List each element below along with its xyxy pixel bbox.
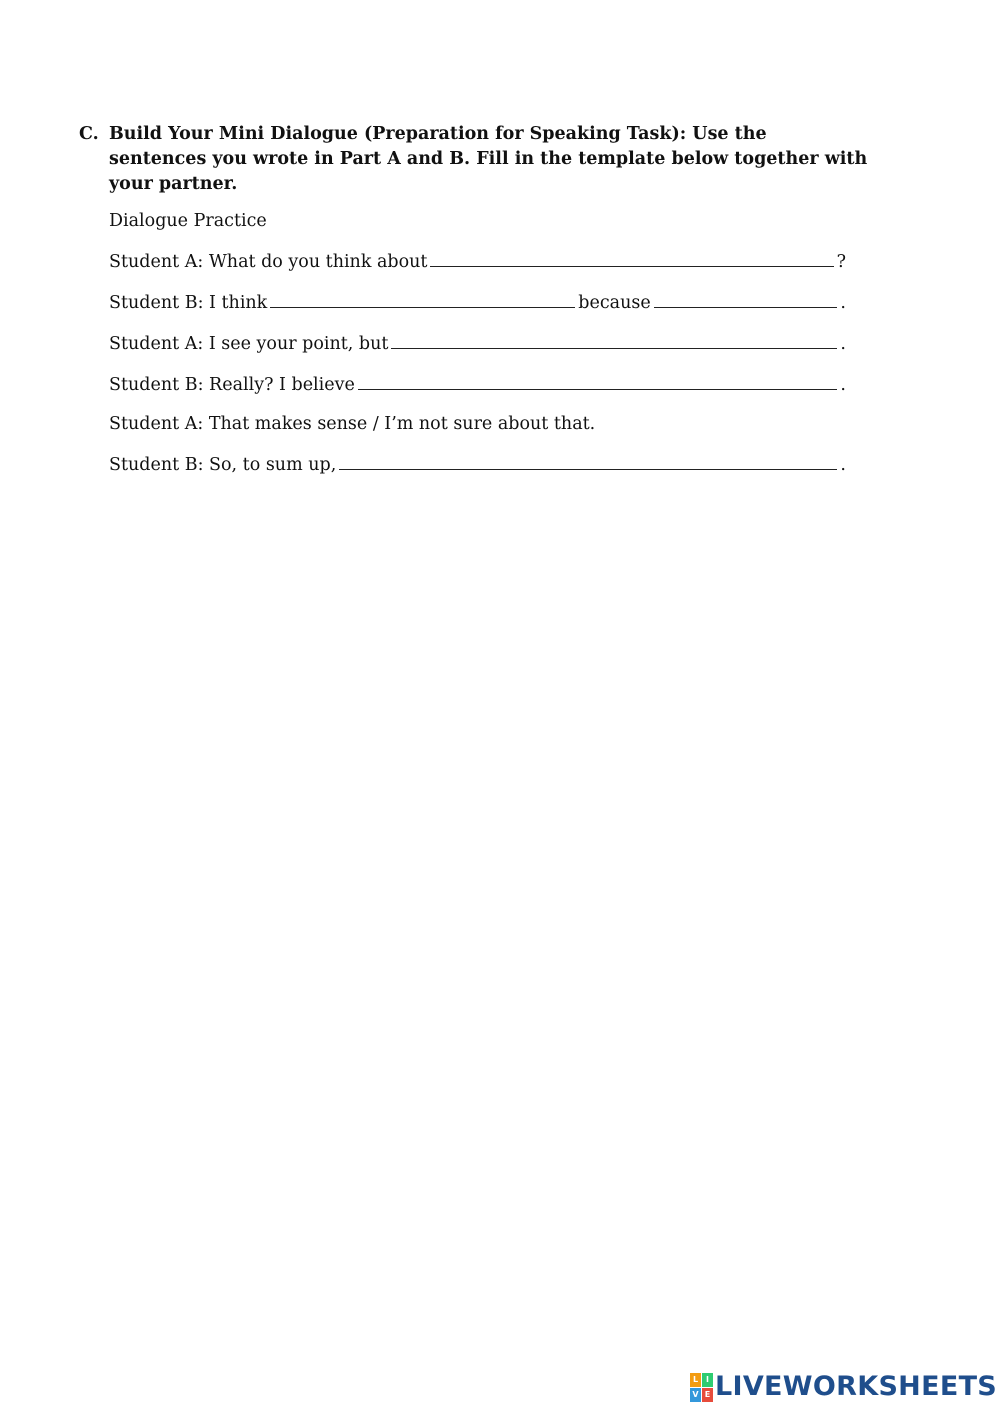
logo-mark-l: L [690,1373,701,1387]
section-heading [79,122,869,197]
dialogue-line-3 [109,330,846,357]
section-instructions: Build Your Mini Dialogue (Preparation for Speaking Task): Use the sentences you wrote in Part A and B. Fill in the template below together with your partner. [109,124,868,194]
line-2-end: . [840,293,846,313]
line-1-end: ? [836,252,846,272]
line-4-prompt: Student B: Really? I believe [109,375,355,395]
line-4-blank[interactable] [358,371,838,390]
line-1-prompt: Student A: What do you think about [109,252,428,272]
logo-mark-i: I [702,1373,713,1387]
dialogue-line-4 [109,371,846,398]
line-3-prompt: Student A: I see your point, but [109,334,389,354]
dialogue-line-5 [109,412,846,437]
exercise-section [79,122,869,478]
dialogue-line-6 [109,451,846,478]
dialogue-line-1 [109,248,846,275]
dialogue-practice-title: Dialogue Practice [109,211,267,231]
line-2-blank-1[interactable] [270,289,575,308]
line-5-text: Student A: That makes sense / I’m not sure about that. [109,414,596,434]
line-6-prompt: Student B: So, to sum up, [109,455,337,475]
dialogue-line-2 [109,289,846,316]
liveworksheets-logo [690,1371,997,1402]
line-3-blank[interactable] [391,330,837,349]
line-2-blank-2[interactable] [654,289,838,308]
logo-mark-v: V [690,1388,701,1402]
line-1-blank[interactable] [430,248,833,267]
line-4-end: . [840,375,846,395]
section-letter: C. [79,124,99,144]
line-6-blank[interactable] [339,451,837,470]
line-6-end: . [840,455,846,475]
line-2-because: because [578,293,651,313]
logo-mark-icon [690,1373,712,1401]
logo-text: LIVEWORKSHEETS [715,1371,998,1402]
line-2-prompt: Student B: I think [109,293,268,313]
line-3-end: . [840,334,846,354]
logo-mark-e: E [702,1388,713,1402]
